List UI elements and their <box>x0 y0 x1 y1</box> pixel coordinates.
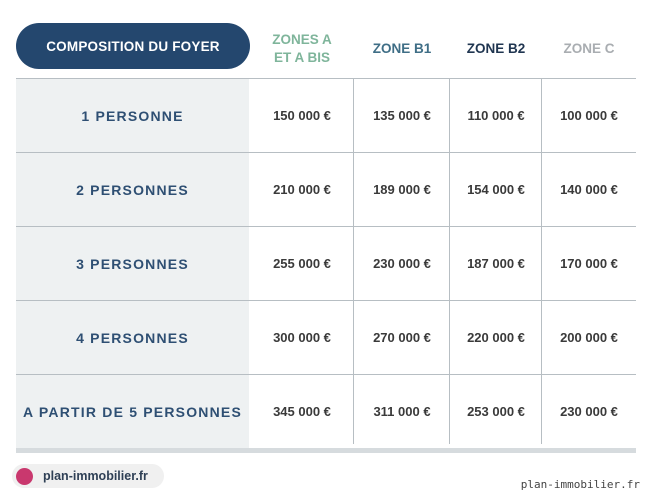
household-label: 1 PERSONNE <box>16 79 249 152</box>
household-label: 4 PERSONNES <box>16 301 249 374</box>
table-row <box>16 78 636 152</box>
price-cell: 253 000 € <box>467 404 525 419</box>
brand-dot-icon <box>16 468 33 485</box>
column-divider <box>541 78 542 444</box>
table-row <box>16 226 636 300</box>
household-label: 2 PERSONNES <box>16 153 249 226</box>
price-cell: 100 000 € <box>560 108 618 123</box>
price-ceiling-table <box>16 20 636 420</box>
price-cell: 135 000 € <box>373 108 431 123</box>
price-cell: 200 000 € <box>560 330 618 345</box>
column-divider <box>353 78 354 444</box>
brand-label: plan-immobilier.fr <box>43 469 148 483</box>
price-cell: 189 000 € <box>373 182 431 197</box>
price-cell: 154 000 € <box>467 182 525 197</box>
zone-b2-header: ZONE B2 <box>466 41 526 56</box>
price-cell: 140 000 € <box>560 182 618 197</box>
table-row <box>16 300 636 374</box>
zone-b1-header: ZONE B1 <box>372 41 432 56</box>
price-cell: 170 000 € <box>560 256 618 271</box>
price-cell: 150 000 € <box>273 108 331 123</box>
price-cell: 255 000 € <box>273 256 331 271</box>
price-cell: 230 000 € <box>373 256 431 271</box>
price-cell: 300 000 € <box>273 330 331 345</box>
table-row <box>16 374 636 448</box>
table-body <box>16 78 636 453</box>
brand-badge[interactable] <box>12 464 164 488</box>
price-cell: 311 000 € <box>373 404 431 419</box>
composition-header: COMPOSITION DU FOYER <box>16 23 250 69</box>
price-cell: 187 000 € <box>467 256 525 271</box>
column-divider <box>449 78 450 444</box>
price-cell: 220 000 € <box>467 330 525 345</box>
watermark: plan-immobilier.fr <box>520 478 640 491</box>
zone-a-header: ZONES A ET A BIS <box>272 32 332 65</box>
household-label: A PARTIR DE 5 PERSONNES <box>16 375 249 448</box>
table-header <box>16 20 636 78</box>
household-label: 3 PERSONNES <box>16 227 249 300</box>
price-cell: 210 000 € <box>273 182 331 197</box>
price-cell: 270 000 € <box>373 330 431 345</box>
table-row <box>16 152 636 226</box>
price-cell: 110 000 € <box>467 108 525 123</box>
price-cell: 345 000 € <box>273 404 331 419</box>
zone-c-header: ZONE C <box>563 41 615 56</box>
price-cell: 230 000 € <box>560 404 618 419</box>
